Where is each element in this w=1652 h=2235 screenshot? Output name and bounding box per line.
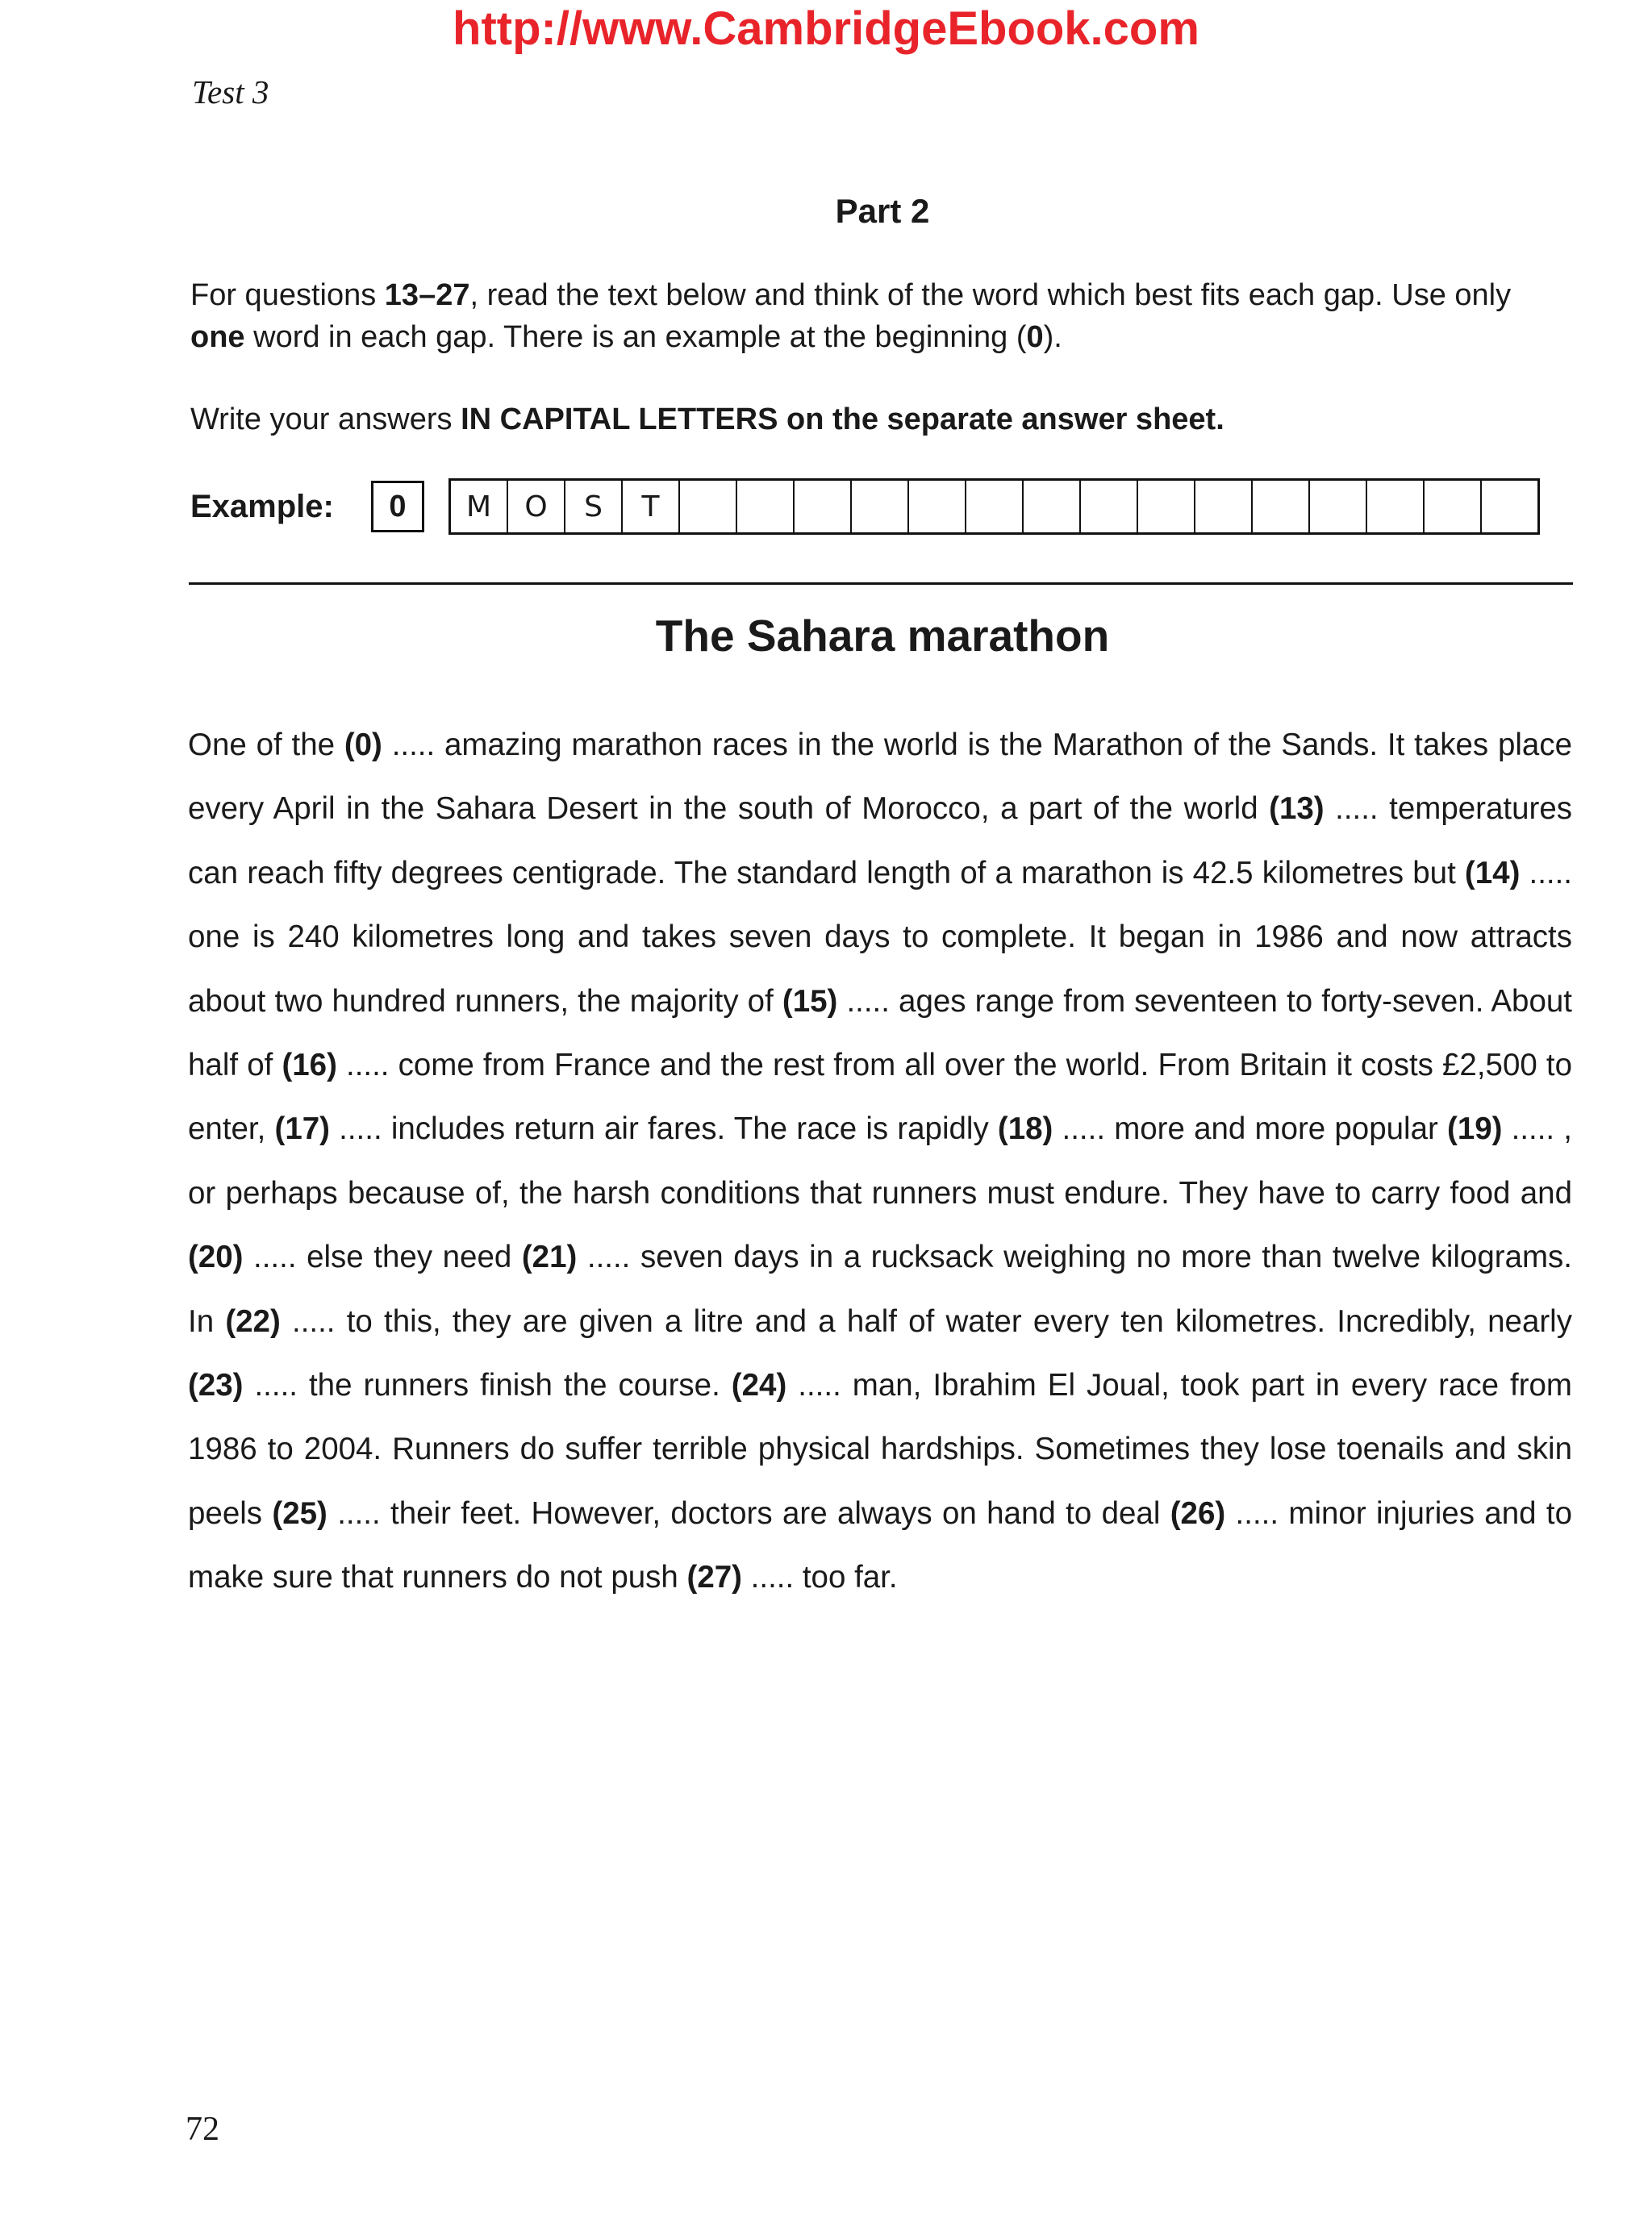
passage-text: peels [188, 1495, 273, 1531]
passage-text: or perhaps because of, the harsh conditions that runners must endure. They have to carry food and [188, 1175, 1572, 1211]
passage-line [188, 724, 1572, 788]
passage-line [188, 1045, 1572, 1108]
instructions-paragraph-1: For questions 13–27, read the text below and think of the word which best fits each gap. Use only one word in each gap. There is an example at the beginning (0). [190, 278, 1512, 354]
answer-letter-box [1024, 481, 1081, 532]
passage-text: about two hundred runners, the majority of [188, 983, 782, 1019]
passage-text: every April in the Sahara Desert in the south of Morocco, a part of the world [188, 791, 1270, 827]
part-title: Part 2 [835, 192, 930, 230]
answer-letter-box: M [451, 481, 508, 532]
passage-line [188, 1493, 1572, 1557]
passage-line [188, 1236, 1572, 1300]
passage-text: ..... seven days in a rucksack weighing no more than twelve kilograms. [577, 1240, 1572, 1275]
answer-letter-box: O [508, 481, 565, 532]
passage-text: ..... more and more popular [1053, 1111, 1447, 1147]
passage-text: ..... come from France and the rest from all over the world. From Britain it costs £2,500 to [336, 1047, 1573, 1082]
passage-line [188, 1557, 1572, 1620]
answer-letter-box [966, 481, 1024, 532]
answer-letter-box [1482, 481, 1537, 532]
answer-letter-box [1253, 481, 1310, 532]
gap-number: (17) [274, 1111, 330, 1147]
gap-number: (15) [782, 983, 838, 1019]
answer-letter-box [909, 481, 966, 532]
answer-letter-box [1425, 481, 1482, 532]
section-divider [189, 582, 1573, 585]
passage-text: ..... their feet. However, doctors are always on hand to deal [327, 1495, 1170, 1531]
passage-text: ..... includes return air fares. The race is rapidly [329, 1111, 998, 1147]
passage-text: ..... [1520, 855, 1572, 890]
passage-text: half of [188, 1047, 282, 1082]
passage-text: ..... too far. [741, 1560, 898, 1595]
gap-number: (18) [997, 1111, 1053, 1147]
gap-number: (20) [188, 1240, 244, 1275]
passage-line [188, 853, 1572, 916]
passage-line [188, 1173, 1572, 1236]
passage-line [188, 1428, 1572, 1492]
passage-text: ..... temperatures [1324, 791, 1572, 827]
running-head: Test 3 [192, 73, 269, 110]
passage-text: can reach fifty degrees centigrade. The standard length of a marathon is 42.5 kilometres but [188, 855, 1465, 890]
passage-text: ..... ages range from seventeen to forty-seven. About [837, 983, 1572, 1019]
passage-text: In [188, 1303, 226, 1339]
passage-text: 1986 to 2004. Runners do suffer terrible physical hardships. Sometimes they lose toenails and skin [188, 1432, 1572, 1467]
answer-letter-box [795, 481, 852, 532]
passage-line [188, 1365, 1572, 1428]
passage-line [188, 1301, 1572, 1365]
passage-line [188, 788, 1572, 852]
example-label: Example: [190, 488, 334, 524]
answer-letter-box: S [565, 481, 623, 532]
passage-text: one is 240 kilometres long and takes seven days to complete. It began in 1986 and now attracts [188, 919, 1572, 955]
gap-number: (13) [1269, 791, 1325, 827]
passage [188, 724, 1572, 1620]
page-number: 72 [186, 2111, 219, 2148]
gap-number: (14) [1464, 855, 1521, 890]
gap-number: (26) [1170, 1495, 1226, 1531]
passage-text: make sure that runners do not push [188, 1560, 687, 1595]
instructions [190, 274, 1571, 440]
answer-letter-box: T [623, 481, 680, 532]
gap-number: (24) [731, 1367, 787, 1403]
answer-letter-box [1367, 481, 1425, 532]
gap-number: (25) [272, 1495, 327, 1531]
gap-number: (27) [686, 1560, 742, 1595]
passage-text: ..... minor injuries and to [1225, 1495, 1572, 1531]
passage-text: ..... else they need [243, 1240, 522, 1275]
passage-text: One of the [188, 728, 344, 762]
answer-letter-box [1310, 481, 1367, 532]
passage-text: ..... amazing marathon races in the world is the Marathon of the Sands. It takes place [382, 728, 1572, 762]
answer-letter-box [680, 481, 737, 532]
passage-text: ..... man, Ibrahim El Joual, took part in every race from [786, 1367, 1572, 1403]
passage-text: ..... to this, they are given a litre and a half of water every ten kilometres. Incredibly, nearly [280, 1303, 1572, 1339]
gap-number: (16) [282, 1047, 337, 1082]
gap-number: (0) [344, 728, 382, 762]
answer-letter-box [852, 481, 909, 532]
passage-text: ..... the runners finish the course. [243, 1367, 732, 1403]
passage-line [188, 1108, 1572, 1172]
passage-text: enter, [188, 1111, 275, 1147]
answer-letter-box [1138, 481, 1195, 532]
passage-line [188, 981, 1572, 1045]
gap-number: (22) [225, 1303, 281, 1339]
text-title: The Sahara marathon [655, 611, 1110, 661]
instructions-paragraph-2: Write your answers IN CAPITAL LETTERS on the separate answer sheet. [190, 402, 1224, 436]
passage-text: ..... , [1502, 1111, 1573, 1147]
example-row [190, 477, 1540, 536]
gap-number: (21) [521, 1240, 578, 1275]
example-answer-boxes [448, 478, 1540, 535]
answer-letter-box [1081, 481, 1138, 532]
gap-number: (19) [1447, 1111, 1503, 1147]
answer-letter-box [737, 481, 795, 532]
example-number-box: 0 [371, 481, 424, 532]
watermark-url: http://www.CambridgeEbook.com [453, 2, 1199, 55]
gap-number: (23) [188, 1367, 244, 1403]
answer-letter-box [1195, 481, 1253, 532]
passage-line [188, 916, 1572, 980]
